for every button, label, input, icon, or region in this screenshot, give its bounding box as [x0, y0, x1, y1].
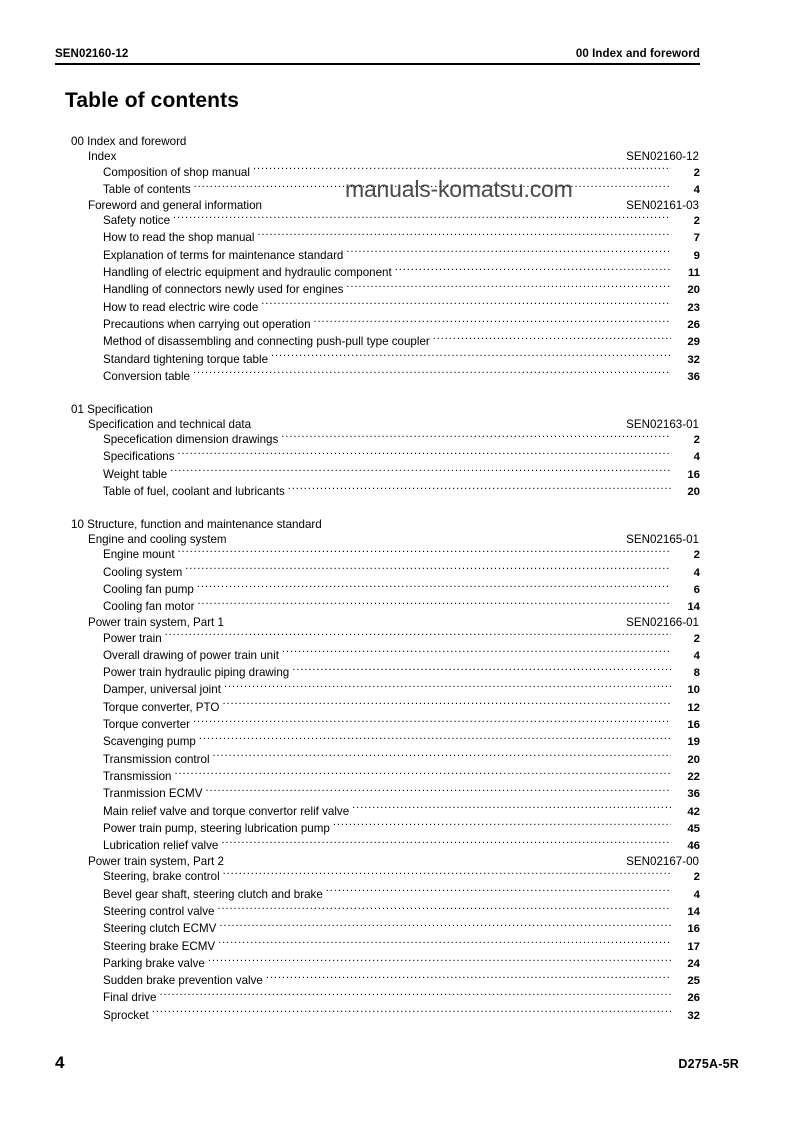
toc-entry[interactable]: [103, 483, 700, 500]
toc-section[interactable]: [88, 855, 700, 868]
toc-entry-title: Tranmission ECMV: [103, 787, 203, 801]
toc-entry-leader: [205, 786, 671, 798]
header-document-code: SEN02160-12: [55, 48, 129, 60]
toc-entry-title: Sudden brake prevention valve: [103, 974, 263, 988]
watermark: manuals-komatsu.com: [345, 176, 573, 202]
toc-entry[interactable]: [103, 838, 700, 855]
toc-entry[interactable]: [103, 282, 700, 299]
toc-entry[interactable]: [103, 564, 700, 581]
toc-entry-leader: [197, 581, 671, 593]
toc-entry[interactable]: [103, 432, 700, 449]
toc-entry-page-number: 20: [687, 753, 700, 766]
toc-entry-leader: [218, 903, 672, 915]
toc-entry-title: Torque converter: [103, 718, 190, 732]
toc-entry[interactable]: [103, 599, 700, 616]
toc-entry-page-number: 29: [687, 336, 700, 349]
toc-entry-page-number: 20: [687, 486, 700, 499]
toc-entry-leader: [173, 213, 671, 225]
toc-entry-page-number: 32: [687, 353, 700, 366]
toc-entry-title: Steering clutch ECMV: [103, 922, 217, 936]
toc-entry-title: Transmission control: [103, 752, 210, 766]
header-section-title: 00 Index and foreword: [575, 48, 700, 60]
toc-entry[interactable]: [103, 990, 700, 1007]
toc-entry[interactable]: [103, 334, 700, 351]
toc-entry-title: Standard tightening torque table: [103, 352, 269, 366]
toc-entry-leader: [193, 716, 671, 728]
toc-entry-title: Composition of shop manual: [103, 165, 250, 179]
toc-entry[interactable]: [103, 665, 700, 682]
toc-entry-title: Lubrication relief valve: [103, 839, 219, 853]
toc-entry[interactable]: [103, 247, 700, 264]
toc-entry-page-number: 36: [687, 370, 700, 383]
toc-entry-leader: [352, 803, 671, 815]
toc-group: [55, 135, 700, 386]
toc-entry-leader: [159, 990, 671, 1002]
toc-entry-page-number: 24: [687, 957, 700, 970]
toc-entry-page-number: 16: [687, 719, 700, 732]
toc-entry[interactable]: [103, 1007, 700, 1024]
toc-entry[interactable]: [103, 299, 700, 316]
toc-entry-leader: [222, 699, 671, 711]
toc-entry-leader: [218, 938, 671, 950]
toc-entry-leader: [433, 334, 671, 346]
toc-entry-title: Conversion table: [103, 369, 191, 383]
toc-entry-title: Table of contents: [103, 182, 191, 196]
toc-entry-page-number: 2: [693, 632, 700, 645]
toc-section-title: Power train system, Part 2: [88, 854, 224, 868]
toc-entry-page-number: 36: [687, 788, 700, 801]
toc-entry-title: Transmission: [103, 769, 172, 783]
toc-entry-title: Damper, universal joint: [103, 683, 221, 697]
toc-entry[interactable]: [103, 647, 700, 664]
toc-entry-title: How to read electric wire code: [103, 300, 259, 314]
toc-entry-leader: [152, 1007, 671, 1019]
toc-entry[interactable]: [103, 786, 700, 803]
toc-entry-page-number: 6: [693, 583, 700, 596]
toc-entry-leader: [292, 665, 671, 677]
toc-entry-title: Handling of electric equipment and hydraulic component: [103, 266, 392, 280]
toc-entry[interactable]: [103, 581, 700, 598]
toc-entry-leader: [219, 921, 671, 933]
toc-entry-page-number: 12: [687, 701, 700, 714]
toc-entry-title: Torque converter, PTO: [103, 700, 220, 714]
running-header: [55, 48, 700, 63]
toc-entry-title: Bevel gear shaft, steering clutch and brake: [103, 887, 323, 901]
toc-section-code: SEN02165-01: [626, 532, 699, 546]
toc-entry[interactable]: [103, 903, 700, 920]
toc-entry-page-number: 4: [693, 566, 700, 579]
toc-section-code: SEN02163-01: [626, 417, 699, 431]
toc-entry-page-number: 14: [687, 905, 700, 918]
toc-entry-leader: [221, 838, 671, 850]
toc-entry-page-number: 14: [687, 601, 700, 614]
footer-model-code: D275A-5R: [678, 1057, 739, 1071]
toc-entry-page-number: 10: [687, 684, 700, 697]
toc-entry-page-number: 2: [693, 549, 700, 562]
toc-entry-page-number: 42: [687, 805, 700, 818]
toc-entry[interactable]: [103, 213, 700, 230]
toc-entry[interactable]: [103, 734, 700, 751]
toc-entry[interactable]: [103, 751, 700, 768]
toc-entry-leader: [257, 230, 671, 242]
toc-section-code: SEN02160-12: [626, 150, 699, 163]
toc-entry-leader: [281, 432, 671, 444]
toc-entry-leader: [314, 316, 671, 328]
toc-entry-leader: [346, 282, 671, 294]
toc-section-title: Specification and technical data: [88, 417, 252, 431]
toc-entry[interactable]: [103, 351, 700, 368]
toc-section-title: Engine and cooling system: [88, 532, 227, 546]
table-of-contents: [55, 135, 700, 1024]
toc-entry-leader: [178, 547, 671, 559]
toc-entry[interactable]: [103, 803, 700, 820]
toc-entry-leader: [170, 466, 671, 478]
toc-entry[interactable]: [103, 921, 700, 938]
toc-entry-page-number: 4: [693, 649, 700, 662]
toc-entry-title: Cooling fan pump: [103, 582, 194, 596]
toc-section-code: SEN02166-01: [626, 615, 699, 629]
toc-entry-page-number: 16: [687, 923, 700, 936]
toc-section[interactable]: [88, 533, 700, 546]
toc-entry-title: Safety notice: [103, 214, 171, 228]
toc-entry-page-number: 22: [687, 770, 700, 783]
toc-entry-leader: [223, 869, 671, 881]
toc-entry-page-number: 7: [693, 232, 700, 245]
toc-entry-page-number: 23: [687, 301, 700, 314]
toc-entry-leader: [208, 955, 671, 967]
toc-entry-leader: [178, 449, 671, 461]
toc-entry-leader: [253, 164, 671, 176]
toc-entry-title: Specifications: [103, 450, 175, 464]
toc-entry-title: Precautions when carrying out operation: [103, 317, 311, 331]
toc-entry-leader: [185, 564, 671, 576]
toc-entry-leader: [395, 264, 671, 276]
toc-entry-title: Cooling fan motor: [103, 600, 195, 614]
toc-entry-title: Steering brake ECMV: [103, 939, 216, 953]
toc-entry-page-number: 2: [693, 166, 700, 179]
toc-section[interactable]: [88, 150, 700, 163]
toc-entry[interactable]: [103, 820, 700, 837]
toc-entry-leader: [261, 299, 671, 311]
toc-entry[interactable]: [103, 955, 700, 972]
toc-entry-title: Weight table: [103, 467, 168, 481]
toc-section-title: Power train system, Part 1: [88, 615, 224, 629]
toc-entry[interactable]: [103, 230, 700, 247]
toc-entry[interactable]: [103, 886, 700, 903]
toc-entry-leader: [288, 483, 671, 495]
page-footer: [55, 1053, 739, 1073]
toc-group-title: 10 Structure, function and maintenance standard: [71, 517, 322, 531]
toc-entry-page-number: 25: [687, 975, 700, 988]
toc-entry-title: Final drive: [103, 991, 157, 1005]
toc-entry[interactable]: [103, 547, 700, 564]
toc-group-title: 00 Index and foreword: [71, 135, 187, 148]
toc-entry-leader: [266, 973, 671, 985]
toc-entry-title: How to read the shop manual: [103, 231, 255, 245]
toc-entry-title: Explanation of terms for maintenance standard: [103, 248, 344, 262]
toc-section[interactable]: [88, 616, 700, 629]
toc-entry-page-number: 4: [693, 451, 700, 464]
toc-entry-title: Main relief valve and torque convertor relif valve: [103, 804, 350, 818]
toc-entry-title: Cooling system: [103, 565, 183, 579]
toc-entry[interactable]: [103, 630, 700, 647]
toc-entry-title: Overall drawing of power train unit: [103, 648, 279, 662]
toc-entry[interactable]: [103, 316, 700, 333]
toc-entry-leader: [165, 630, 671, 642]
toc-entry-title: Table of fuel, coolant and lubricants: [103, 485, 285, 499]
toc-entry-title: Power train pump, steering lubrication pump: [103, 821, 330, 835]
toc-entry[interactable]: [103, 449, 700, 466]
toc-entry-title: Scavenging pump: [103, 735, 196, 749]
toc-entry[interactable]: [103, 466, 700, 483]
toc-entry-leader: [333, 820, 671, 832]
toc-entry-page-number: 4: [693, 888, 700, 901]
toc-entry[interactable]: [103, 716, 700, 733]
toc-entry-page-number: 32: [687, 1009, 700, 1022]
toc-section-code: SEN02161-03: [626, 198, 699, 212]
toc-entry-page-number: 19: [687, 736, 700, 749]
toc-entry-page-number: 4: [693, 183, 700, 196]
toc-group: [55, 518, 700, 1025]
footer-page-number: 4: [55, 1053, 65, 1072]
toc-entry-title: Engine mount: [103, 548, 175, 562]
toc-entry-leader: [326, 886, 671, 898]
toc-entry-title: Power train hydraulic piping drawing: [103, 666, 290, 680]
toc-entry-leader: [282, 647, 671, 659]
toc-entry[interactable]: [103, 368, 700, 385]
toc-entry-page-number: 16: [687, 468, 700, 481]
toc-entry-page-number: 2: [693, 215, 700, 228]
page-title: Table of contents: [65, 89, 239, 112]
toc-entry-page-number: 11: [687, 267, 700, 280]
toc-entry-title: Steering, brake control: [103, 870, 220, 884]
toc-entry-page-number: 8: [693, 667, 700, 680]
toc-entry-page-number: 17: [687, 940, 700, 953]
toc-entry-title: Sprocket: [103, 1008, 149, 1022]
toc-group: [55, 403, 700, 501]
toc-entry-title: Handling of connectors newly used for engines: [103, 283, 344, 297]
toc-entry-leader: [175, 768, 671, 780]
toc-entry-page-number: 46: [687, 840, 700, 853]
toc-entry-page-number: 2: [693, 871, 700, 884]
toc-entry-leader: [199, 734, 671, 746]
toc-entry-title: Parking brake valve: [103, 956, 205, 970]
toc-entry-title: Method of disassembling and connecting push-pull type coupler: [103, 335, 430, 349]
toc-entry-page-number: 9: [693, 249, 700, 262]
toc-entry[interactable]: [103, 682, 700, 699]
toc-entry[interactable]: [103, 973, 700, 990]
toc-entry-leader: [346, 247, 671, 259]
toc-entry-title: Steering control valve: [103, 904, 215, 918]
toc-entry-page-number: 45: [687, 822, 700, 835]
toc-section[interactable]: [88, 418, 700, 431]
toc-entry-page-number: 2: [693, 434, 700, 447]
toc-entry-title: Specefication dimension drawings: [103, 433, 279, 447]
toc-entry-leader: [213, 751, 671, 763]
toc-entry-page-number: 26: [687, 318, 700, 331]
toc-section-code: SEN02167-00: [626, 854, 699, 868]
header-rule: [55, 63, 700, 65]
toc-entry[interactable]: [103, 869, 700, 886]
toc-entry[interactable]: [103, 264, 700, 281]
toc-entry[interactable]: [103, 699, 700, 716]
toc-entry-leader: [193, 368, 671, 380]
toc-entry-page-number: 26: [687, 992, 700, 1005]
toc-entry-leader: [224, 682, 671, 694]
toc-entry-leader: [271, 351, 671, 363]
toc-entry[interactable]: [103, 768, 700, 785]
toc-section-title: Index: [88, 150, 117, 163]
toc-entry-page-number: 20: [687, 284, 700, 297]
toc-entry-leader: [198, 599, 671, 611]
toc-entry-title: Power train: [103, 631, 162, 645]
toc-entry[interactable]: [103, 938, 700, 955]
toc-section-title: Foreword and general information: [88, 198, 263, 212]
toc-group-title: 01 Specification: [71, 402, 153, 416]
